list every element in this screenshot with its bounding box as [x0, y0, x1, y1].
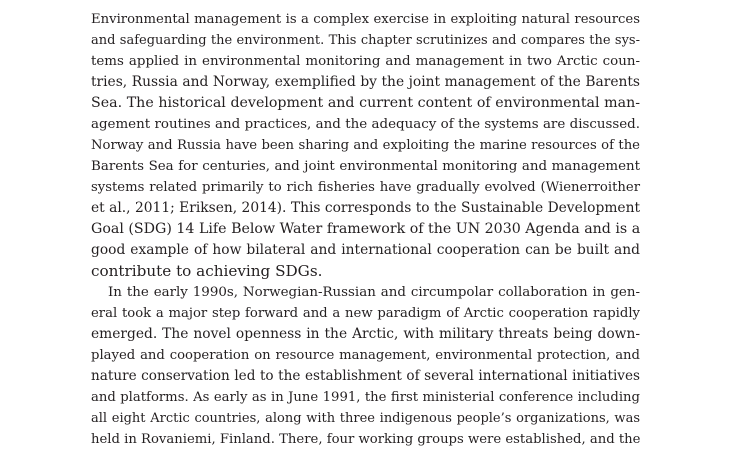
paragraph-1-line-7: Norway and Russia have been sharing and exploiting the marine resources of the	[91, 138, 640, 153]
paragraph-1-line-8: Barents Sea for centuries, and joint environmental monitoring and management	[91, 159, 640, 174]
paragraph-1-line-2: and safeguarding the environment. This chapter scrutinizes and compares the sys-	[91, 33, 640, 48]
paragraph-2-line-8: held in Rovaniemi, Finland. There, four working groups were established, and the	[91, 432, 641, 447]
paragraph-1-line-9: systems related primarily to rich fisheries have gradually evolved (Wienerroither	[91, 180, 640, 195]
paragraph-2-line-5: nature conservation led to the establishment of several international initiatives	[91, 368, 640, 384]
paragraph-1-line-13: contribute to achieving SDGs.	[91, 262, 323, 280]
paragraph-1-line-10: et al., 2011; Eriksen, 2014). This corresponds to the Sustainable Development	[91, 200, 640, 216]
paragraph-2-line-4: played and cooperation on resource management, environmental protection, and	[91, 348, 640, 363]
paragraph-1-line-5: Sea. The historical development and current content of environmental man-	[91, 95, 640, 111]
paragraph-1-line-1: Environmental management is a complex exercise in exploiting natural resources	[91, 12, 640, 27]
paragraph-2-line-1: In the early 1990s, Norwegian-Russian and circumpolar collaboration in gen-	[108, 285, 640, 300]
paragraph-1-line-6: agement routines and practices, and the adequacy of the systems are discussed.	[91, 117, 640, 132]
paragraph-2-line-7: all eight Arctic countries, along with three indigenous people’s organizations, was	[91, 411, 640, 426]
paragraph-1-line-3: tems applied in environmental monitoring and management in two Arctic coun-	[91, 54, 640, 69]
paragraph-1-line-4: tries, Russia and Norway, exemplified by the joint management of the Barents	[91, 74, 640, 90]
paragraph-1-line-12: good example of how bilateral and international cooperation can be built and	[91, 242, 640, 258]
paragraph-2-line-3: emerged. The novel openness in the Arctic, with military threats being down-	[91, 326, 640, 342]
paragraph-1-line-11: Goal (SDG) 14 Life Below Water framework of the UN 2030 Agenda and is a	[91, 221, 641, 237]
paragraph-2-line-6: and platforms. As early as in June 1991, the first ministerial conference including	[91, 390, 640, 405]
paragraph-2-line-2: eral took a major step forward and a new paradigm of Arctic cooperation rapidly	[91, 306, 640, 321]
